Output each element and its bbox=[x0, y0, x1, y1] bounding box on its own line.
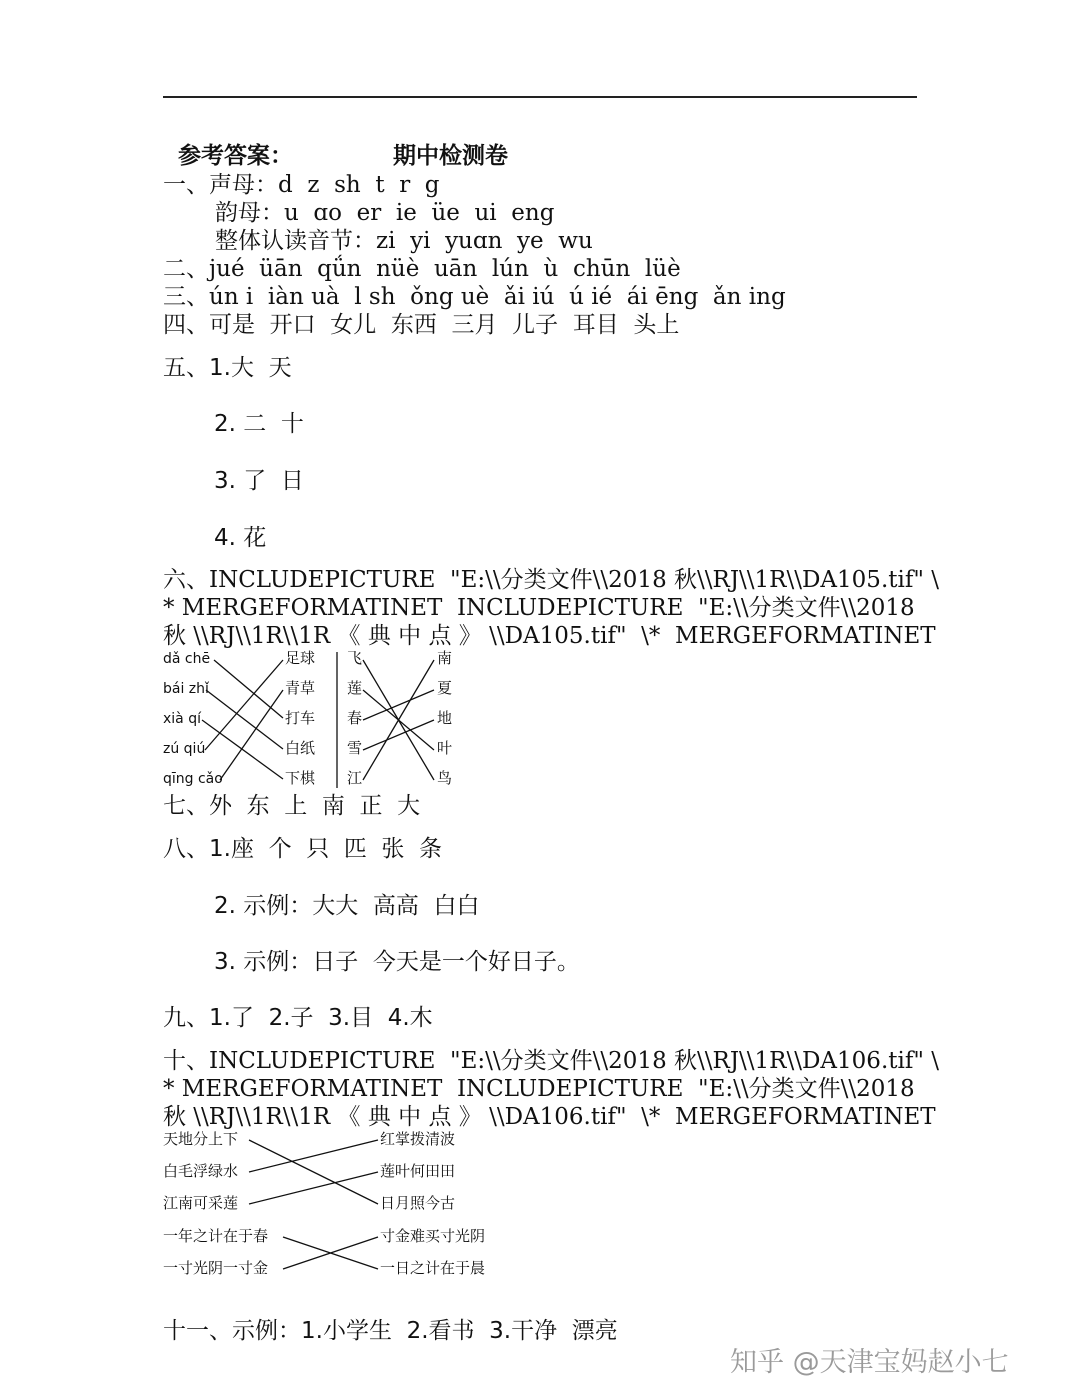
q10-left: 天地分上下 bbox=[163, 1130, 239, 1148]
q10-left: 一寸光阴一寸金 bbox=[163, 1259, 269, 1277]
q6-char: 莲 bbox=[347, 679, 363, 697]
answers-label: 参考答案： bbox=[178, 143, 293, 169]
q9-line: 九、1.了 2.子 3.目 4.木 bbox=[163, 1005, 433, 1031]
q10-left: 一年之计在于春 bbox=[163, 1227, 269, 1245]
q6-pinyin: dǎ chē bbox=[163, 651, 211, 667]
q5-item3: 3. 了 日 bbox=[214, 468, 304, 494]
q8-item2: 2. 示例：大大 高高 白白 bbox=[214, 893, 480, 919]
q10-left: 江南可采莲 bbox=[163, 1194, 239, 1212]
q6-char: 雪 bbox=[347, 739, 363, 757]
q2-line: 二、jué üān qǘn nüè uān lún ù chūn lüè bbox=[163, 256, 681, 282]
q6-char: 江 bbox=[347, 769, 363, 787]
q6-pinyin: xià qí bbox=[163, 711, 201, 727]
q6-char: 飞 bbox=[347, 649, 363, 667]
q6-pinyin: zú qiú bbox=[163, 741, 206, 757]
match-line bbox=[249, 1172, 378, 1204]
q6-char: 春 bbox=[347, 709, 363, 727]
q10-right: 莲叶何田田 bbox=[380, 1162, 456, 1180]
q6-pinyin: bái zhǐ bbox=[163, 681, 209, 697]
q7-line: 七、外 东 上 南 正 大 bbox=[163, 793, 421, 819]
q3-line: 三、ún i iàn uà l sh ǒng uè ǎi iú ú ié ái ēng ǎn ing bbox=[163, 284, 786, 310]
q6-word: 青草 bbox=[285, 679, 316, 697]
q6-word: 足球 bbox=[285, 649, 316, 667]
q10-right: 一日之计在于晨 bbox=[380, 1259, 486, 1277]
q10-line2: * MERGEFORMATINET INCLUDEPICTURE "E:\\分类文件\\2018 bbox=[163, 1076, 915, 1102]
page-title: 期中检测卷 bbox=[393, 143, 508, 169]
q10-left: 白毛浮绿水 bbox=[163, 1162, 239, 1180]
q8-item3: 3. 示例：日子 今天是一个好日子。 bbox=[214, 949, 580, 975]
q10-right: 寸金难买寸光阴 bbox=[380, 1227, 486, 1245]
watermark: 知乎 @天津宝妈赵小七 bbox=[730, 1347, 1009, 1378]
q6-pinyin: qīng cǎo bbox=[163, 771, 223, 787]
q5-item4: 4. 花 bbox=[214, 525, 267, 551]
q1-line3: 整体认读音节：zi yi yuɑn ye wu bbox=[215, 228, 593, 254]
q10-right: 日月照今古 bbox=[380, 1194, 456, 1212]
match-line bbox=[249, 1140, 378, 1172]
q6-word: 白纸 bbox=[285, 739, 316, 757]
match-line bbox=[249, 1140, 378, 1204]
q6-char: 夏 bbox=[437, 679, 453, 697]
q5-item1: 五、1.大 天 bbox=[163, 355, 292, 381]
q6-word: 打车 bbox=[285, 709, 316, 727]
q4-line: 四、可是 开口 女儿 东西 三月 儿子 耳目 头上 bbox=[163, 312, 680, 338]
q6-word: 下棋 bbox=[285, 769, 316, 787]
q10-line1: 十、INCLUDEPICTURE "E:\\分类文件\\2018 秋\\RJ\\1R\\DA106.tif" \ bbox=[163, 1048, 940, 1074]
q6-char: 地 bbox=[437, 709, 453, 727]
q6-line2: * MERGEFORMATINET INCLUDEPICTURE "E:\\分类文件\\2018 bbox=[163, 595, 915, 621]
q10-line3: 秋 \\RJ\\1R\\1R 《 典 中 点 》 \\DA106.tif" \* MERGEFORMATINET bbox=[163, 1104, 936, 1130]
q8-item1: 八、1.座 个 只 匹 张 条 bbox=[163, 836, 443, 862]
q6-char: 鸟 bbox=[437, 769, 453, 787]
q5-item2: 2. 二 十 bbox=[214, 411, 304, 437]
q6-char: 叶 bbox=[437, 739, 453, 757]
q10-right: 红掌拨清波 bbox=[380, 1130, 456, 1148]
q11-line: 十一、示例：1.小学生 2.看书 3.干净 漂亮 bbox=[163, 1318, 618, 1344]
q6-char: 南 bbox=[437, 649, 453, 667]
q1-line2: 韵母：u ɑo er ie üe ui eng bbox=[215, 200, 555, 226]
q1-line1: 一、声母：d z sh t r g bbox=[163, 172, 440, 198]
q6-line3: 秋 \\RJ\\1R\\1R 《 典 中 点 》 \\DA105.tif" \* MERGEFORMATINET bbox=[163, 623, 936, 649]
q6-line1: 六、INCLUDEPICTURE "E:\\分类文件\\2018 秋\\RJ\\1R\\DA105.tif" \ bbox=[163, 567, 940, 593]
